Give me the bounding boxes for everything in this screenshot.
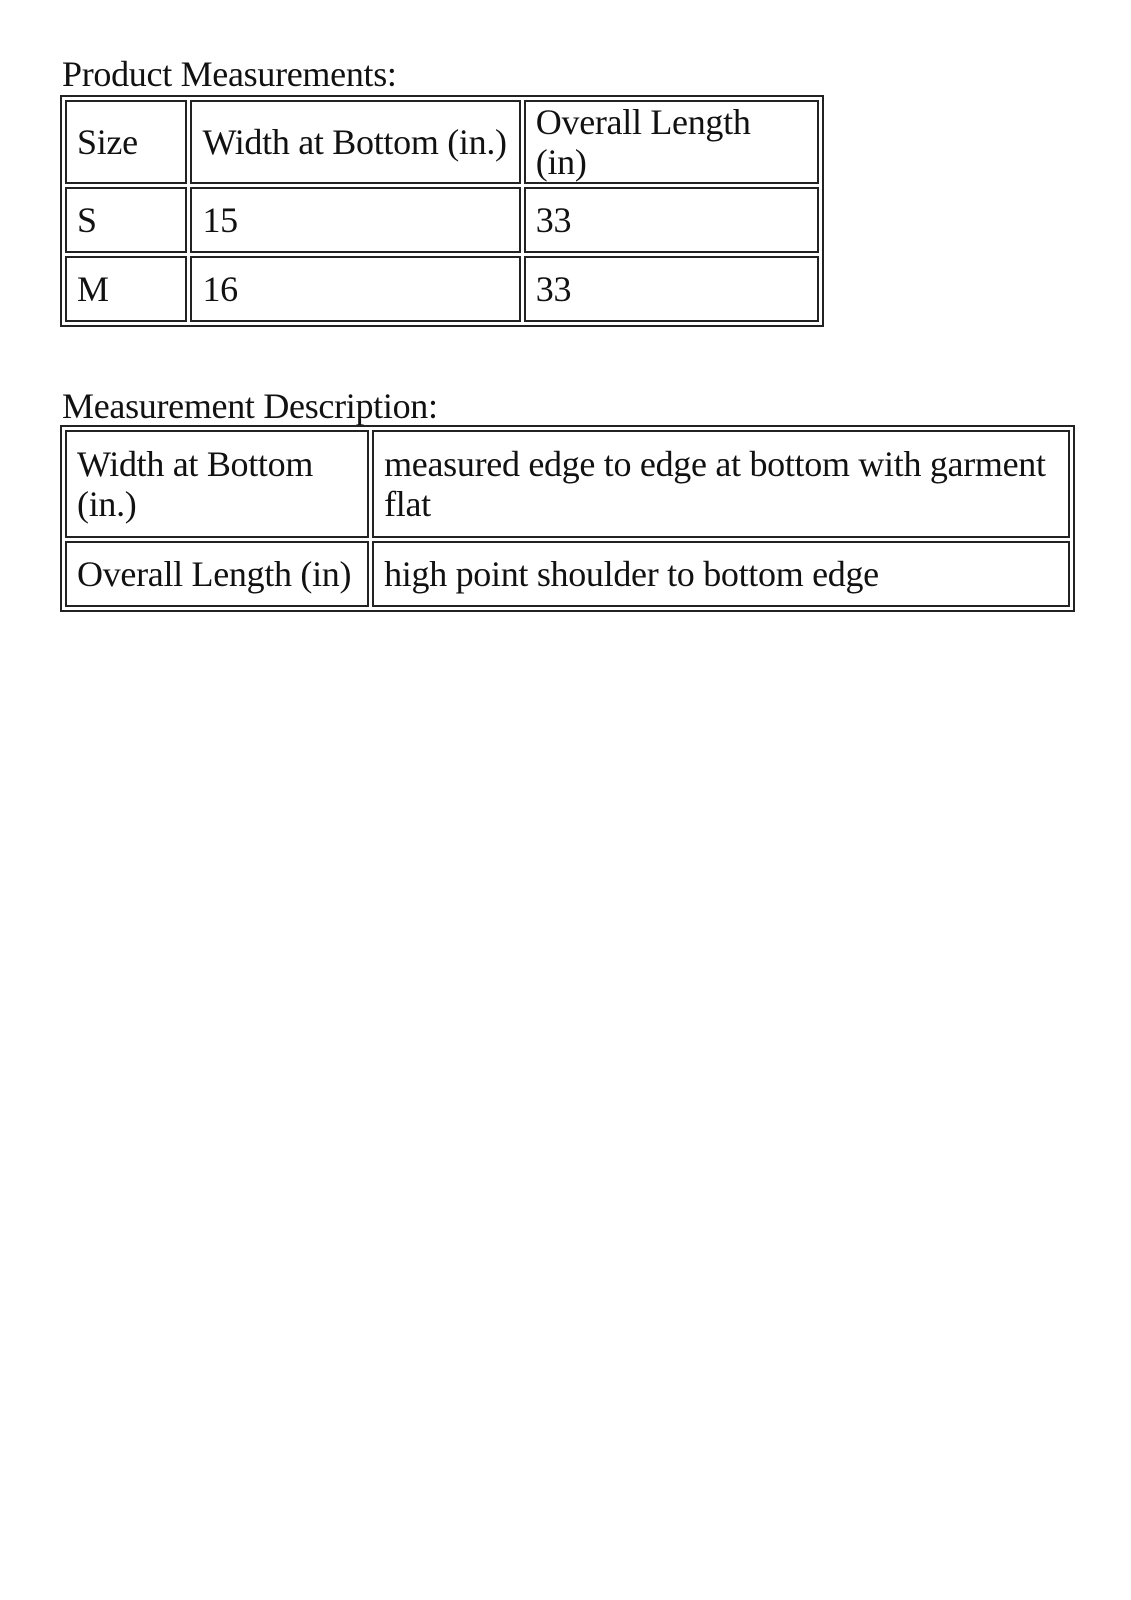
measurement-description-title: Measurement Description:: [62, 386, 438, 426]
table-header-row: [65, 100, 819, 184]
cell-overall-length: 33: [524, 256, 819, 322]
table-row: [65, 187, 819, 253]
product-measurements-title: Product Measurements:: [62, 54, 397, 94]
cell-overall-length: 33: [524, 187, 819, 253]
cell-width-at-bottom: 16: [190, 256, 520, 322]
table-row: [65, 430, 1070, 538]
cell-measurement-description: high point shoulder to bottom edge: [372, 541, 1070, 607]
cell-width-at-bottom: 15: [190, 187, 520, 253]
measurement-description-table: [60, 425, 1075, 612]
header-overall-length: Overall Length (in): [524, 100, 819, 184]
header-width-at-bottom: Width at Bottom (in.): [190, 100, 520, 184]
product-measurements-table: [60, 95, 824, 327]
cell-size: S: [65, 187, 187, 253]
table-row: [65, 541, 1070, 607]
cell-measurement-name: Overall Length (in): [65, 541, 369, 607]
header-size: Size: [65, 100, 187, 184]
cell-measurement-description: measured edge to edge at bottom with garment flat: [372, 430, 1070, 538]
cell-size: M: [65, 256, 187, 322]
cell-measurement-name: Width at Bottom (in.): [65, 430, 369, 538]
table-row: [65, 256, 819, 322]
